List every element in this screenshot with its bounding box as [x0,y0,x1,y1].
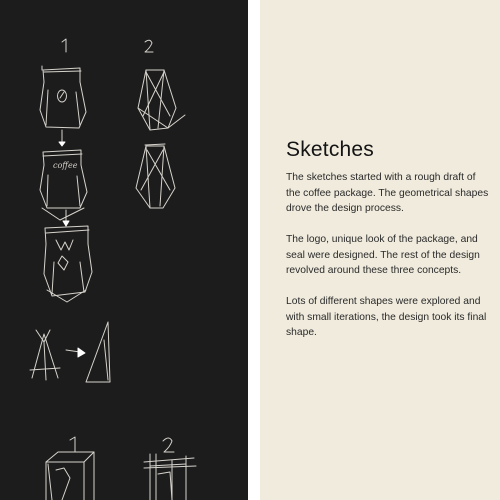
sketch-logo-text: coffee [53,161,78,170]
article-paragraph-3: Lots of different shapes were explored and with small iterations, the design took its final shape. [286,296,487,338]
article-paragraph-1: The sketches started with a rough draft of the coffee package. The geometrical shapes drove the design process. [286,172,489,214]
sketch-number-1-top [62,39,66,52]
sketch-box-1 [46,452,94,500]
sketch-package-1 [40,66,86,128]
sketch-number-2-top [145,40,153,52]
sketch-panel [0,0,248,500]
sketch-package-tall-1 [138,70,185,130]
article-panel [260,0,500,500]
sketch-number-1-bottom [70,437,75,452]
panel-divider [248,0,260,500]
sketch-tent-1 [30,330,60,380]
arrowhead-icon [59,142,65,146]
sketch-box-2 [144,454,196,500]
arrowhead-icon [63,221,69,226]
sketch-package-tall-2 [136,144,175,208]
sketch-tent-2 [86,322,110,382]
article-title: Sketches [286,138,374,161]
arrowhead-icon [78,348,85,357]
sketch-package-3 [44,226,92,302]
sketch-drawing [0,0,248,500]
article-paragraph-2: The logo, unique look of the package, and seal were designed. The rest of the design revolved around these three concepts. [286,234,480,276]
sketch-number-2-bottom [163,438,174,452]
